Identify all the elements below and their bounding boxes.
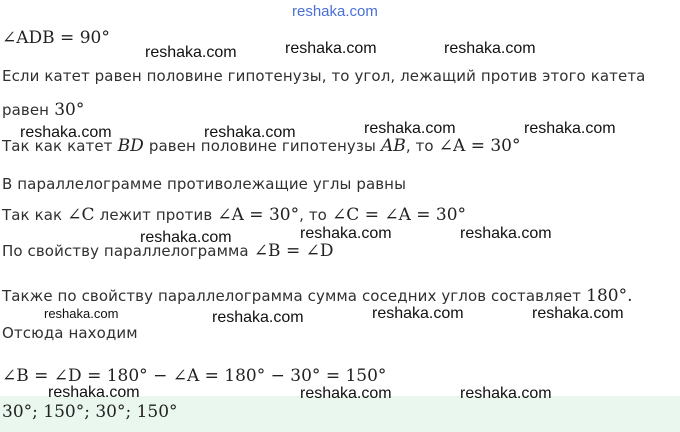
watermark: reshaka.com: [460, 385, 552, 402]
watermark: reshaka.com: [524, 120, 616, 137]
watermark: reshaka.com: [372, 305, 464, 322]
step-text: лежит против: [99, 206, 213, 224]
step-text: Так как катет: [2, 137, 113, 155]
segment-ab: AB: [381, 136, 406, 156]
conclusion-intro: Отсюда находим: [2, 324, 138, 342]
step-text: , то: [405, 137, 434, 155]
angle-c-value: ∠C = ∠A = 30°: [332, 205, 467, 225]
rule-statement-cont: [2, 100, 84, 120]
watermark: reshaka.com: [300, 385, 392, 402]
step-angle-c: [2, 205, 466, 225]
segment-bd: BD: [117, 136, 144, 156]
watermark: reshaka.com: [204, 124, 296, 141]
step-text: равен половине гипотенузы: [148, 137, 376, 155]
adjacent-angles-property: [2, 286, 633, 306]
watermark: reshaka.com: [300, 225, 392, 242]
step-text: , то: [299, 206, 327, 224]
angle-c: ∠C: [67, 205, 95, 225]
watermark: reshaka.com: [212, 309, 304, 326]
watermark: reshaka.com: [460, 225, 552, 242]
rule-statement: Если катет равен половине гипотенузы, то угол, лежащий против этого катета: [2, 67, 646, 85]
angle-b-equals-d: ∠B = ∠D: [253, 241, 334, 261]
step-angles-bd: [2, 241, 333, 261]
watermark: reshaka.com: [140, 229, 232, 246]
watermark: reshaka.com: [364, 120, 456, 137]
answer: 30°; 150°; 30°; 150°: [2, 402, 178, 422]
parallelogram-property: В параллелограмме противолежащие углы равны: [2, 175, 407, 193]
angle-a-value: ∠A = 30°: [438, 136, 521, 156]
step-text: Также по свойству параллелограмма сумма соседних углов составляет: [2, 287, 582, 305]
watermark: reshaka.com: [285, 40, 377, 57]
watermark: reshaka.com: [145, 44, 237, 61]
step-text: Так как: [2, 206, 63, 224]
watermark: reshaka.com: [48, 384, 140, 401]
step-angle-a: [2, 136, 520, 156]
watermark: reshaka.com: [44, 306, 119, 321]
site-header-link[interactable]: reshaka.com: [292, 3, 378, 20]
sum-value: 180°.: [586, 286, 633, 306]
watermark: reshaka.com: [444, 40, 536, 57]
rule-text: равен: [2, 101, 50, 119]
watermark: reshaka.com: [532, 305, 624, 322]
watermark: reshaka.com: [20, 124, 112, 141]
step-text: По свойству параллелограмма: [2, 242, 249, 260]
given-angle-adb: ∠ADB = 90°: [2, 28, 110, 48]
rule-value: 30°: [54, 100, 85, 120]
final-computation: ∠B = ∠D = 180° − ∠A = 180° − 30° = 150°: [2, 366, 387, 386]
angle-a-value: ∠A = 30°: [217, 205, 300, 225]
